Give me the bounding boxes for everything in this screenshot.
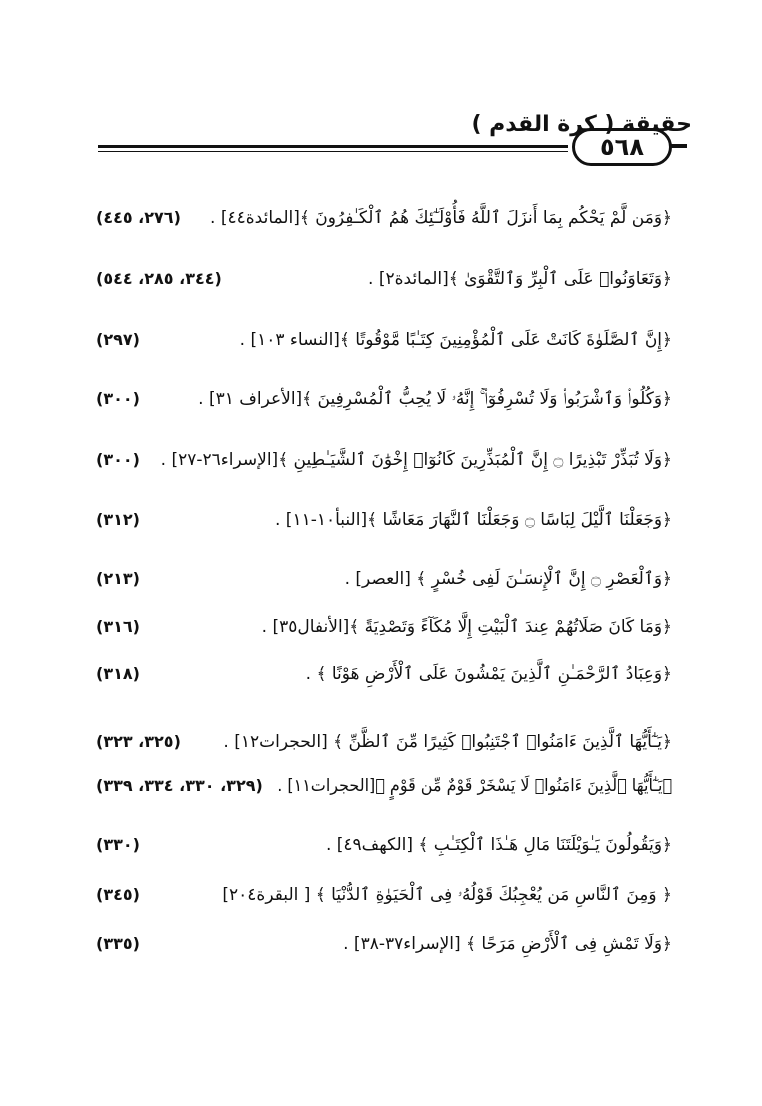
page-number-badge xyxy=(572,128,672,166)
list-item xyxy=(96,727,672,757)
page-references: (٣٠٠) xyxy=(96,389,140,408)
verse-text: ﴿يَـٰٓأَيُّهَا ٱلَّذِينَ ءَامَنُوا۟ لَا يَسْخَرْ قَوْمٌ مِّن قَوْمٍ ﴾[الحجرات١١] . xyxy=(277,776,672,796)
page-references: (٣٣٥) xyxy=(96,934,140,953)
list-item xyxy=(96,564,672,594)
list-item xyxy=(96,505,672,535)
verse-text: ﴿إِنَّ ٱلصَّلَوٰةَ كَانَتْ عَلَى ٱلْمُؤْمِنِينَ كِتَـٰبًا مَّوْقُوتًا ﴾[النساء ١٠٣] . xyxy=(239,330,672,350)
verse-text: ﴿وَمَا كَانَ صَلَاتُهُمْ عِندَ ٱلْبَيْتِ إِلَّا مُكَآءً وَتَصْدِيَةً ﴾[الأنفال٣٥] . xyxy=(261,617,672,637)
list-item xyxy=(96,203,672,233)
list-item xyxy=(96,771,672,801)
list-item xyxy=(96,325,672,355)
page-references: (٣٠٠) xyxy=(96,450,140,469)
page-references: (٢١٣) xyxy=(96,569,140,588)
list-item xyxy=(96,880,672,910)
verse-text: ﴿وَيَقُولُونَ يَـٰوَيْلَتَنَا مَالِ هَـٰذَا ٱلْكِتَـٰبِ ﴾ [الكهف٤٩] . xyxy=(325,835,672,855)
verse-text: ﴿وَتَعَاوَنُوا۟ عَلَى ٱلْبِرِّ وَٱلتَّقْوَىٰ ﴾[المائدة٢] . xyxy=(368,269,672,289)
verse-text: ﴿وَعِبَادُ ٱلرَّحْمَـٰنِ ٱلَّذِينَ يَمْشُونَ عَلَى ٱلْأَرْضِ هَوْنًا ﴾ . xyxy=(305,664,672,684)
running-header-title: حقيقة ( كرة القدم ) xyxy=(471,112,692,137)
list-item xyxy=(96,929,672,959)
list-item xyxy=(96,384,672,414)
verse-text: ﴿ وَمِنَ ٱلنَّاسِ مَن يُعْجِبُكَ قَوْلُهُۥ فِى ٱلْحَيَوٰةِ ٱلدُّنْيَا ﴾ [ البقرة٢٠٤] xyxy=(222,885,672,905)
header-rule xyxy=(98,145,568,148)
list-item xyxy=(96,612,672,642)
page-references: (٣١٨) xyxy=(96,664,140,683)
verse-text: ﴿وَٱلْعَصْرِ ۝ إِنَّ ٱلْإِنسَـٰنَ لَفِى خُسْرٍ ﴾ [العصر] . xyxy=(344,569,672,589)
page-references: (٣٢٥، ٣٢٣) xyxy=(96,732,181,751)
page-references: (٢٧٦، ٤٤٥) xyxy=(96,208,181,227)
page-references: (٢٩٧) xyxy=(96,330,140,349)
verse-text: ﴿وَلَا تَمْشِ فِى ٱلْأَرْضِ مَرَحًا ﴾ [الإسراء٣٧-٣٨] . xyxy=(343,934,672,954)
page-references: (٣٣٠) xyxy=(96,835,140,854)
list-item xyxy=(96,830,672,860)
page-number: ٥٦٨ xyxy=(600,133,644,161)
badge-ornament xyxy=(671,144,687,148)
page-references: (٣١٦) xyxy=(96,617,140,636)
page-references: (٣٤٥) xyxy=(96,885,140,904)
page-references: (٣٢٩، ٣٣٠، ٣٣٤، ٣٣٩) xyxy=(96,776,263,795)
list-item xyxy=(96,264,672,294)
page-references: (٣٤٤، ٢٨٥، ٥٤٤) xyxy=(96,269,222,288)
verse-text: ﴿يَـٰٓأَيُّهَا ٱلَّذِينَ ءَامَنُوا۟ ٱجْتَنِبُوا۟ كَثِيرًا مِّنَ ٱلظَّنِّ ﴾ [الحجرات١٢] . xyxy=(223,732,672,752)
header-rule-thin xyxy=(98,151,568,152)
list-item xyxy=(96,659,672,689)
verse-text: ﴿وَكُلُوا۟ وَٱشْرَبُوا۟ وَلَا تُسْرِفُوٓا۟ ۚ إِنَّهُۥ لَا يُحِبُّ ٱلْمُسْرِفِينَ ﴾[الأعراف ٣١] . xyxy=(198,389,672,409)
list-item xyxy=(96,445,672,475)
verse-text: ﴿وَجَعَلْنَا ٱلَّيْلَ لِبَاسًا ۝ وَجَعَلْنَا ٱلنَّهَارَ مَعَاشًا ﴾[النبأ١٠-١١] . xyxy=(274,510,672,530)
verse-text: ﴿وَمَن لَّمْ يَحْكُم بِمَا أَنزَلَ ٱللَّهُ فَأُوْلَـٰٓئِكَ هُمُ ٱلْكَـٰفِرُونَ ﴾[المائدة٤٤] . xyxy=(210,208,672,228)
page-references: (٣١٢) xyxy=(96,510,140,529)
verse-text: ﴿وَلَا تُبَذِّرْ تَبْذِيرًا ۝ إِنَّ ٱلْمُبَذِّرِينَ كَانُوٓا۟ إِخْوَٰنَ ٱلشَّيَـٰطِينِ ﴾[الإسراء٢٦-٢٧] . xyxy=(160,450,672,470)
